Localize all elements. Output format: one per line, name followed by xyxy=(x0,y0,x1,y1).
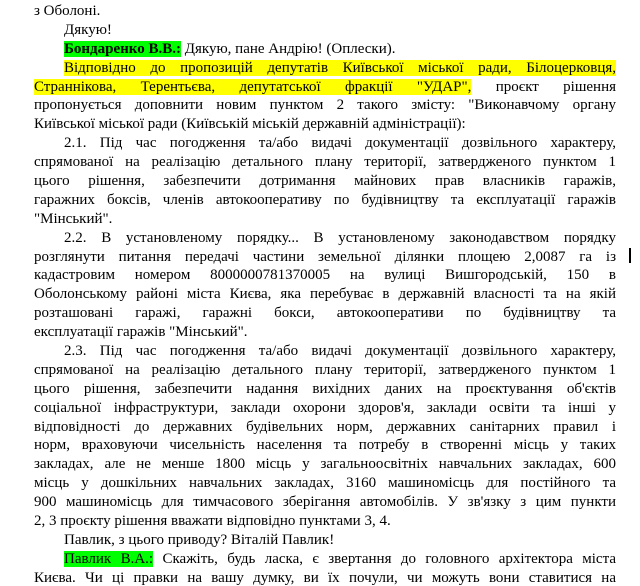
text-line: гаражних боксів, членів автокооперативу по будівництву та експлуатації гаражів xyxy=(34,191,616,208)
text-line: соціальної інфраструктури, заклади охорони здоров'я, заклади освіти та інші у xyxy=(34,399,616,416)
speech-line-pavlyk xyxy=(34,550,616,569)
text-line: цього рішення, забезпечити дотримання майнових прав власників гаражів, xyxy=(34,173,616,190)
text-line: 2.1. Під час погодження та/або видачі документації дозвільного характеру, xyxy=(64,135,616,152)
text-line: розташовані гаражі, гаражні бокси, автокооперативи по будівництву та xyxy=(34,305,616,322)
text-line: Оболонському районі міста Києва, яка перебуває в державній власності та на якій xyxy=(34,286,616,303)
text-line: Київської міської ради (Київській міській державній адміністрації): xyxy=(34,116,466,133)
text-line: 2.2. В установленому порядку... В установленому законодавством порядку xyxy=(64,229,616,246)
text-line: розглянути питання передачі частини земельної ділянки площею 2,0087 га із xyxy=(34,248,616,265)
text-line: 2.3. Під час погодження та/або видачі документації дозвільного характеру, xyxy=(64,343,616,360)
speech-text: проєкт рішення xyxy=(471,78,616,95)
text-line: Києва. Чи ці правки на вашу думку, ви їх почули, чи можуть вони ставитися на xyxy=(34,569,616,586)
text-line: "Мінський". xyxy=(34,210,113,227)
text-line xyxy=(34,78,616,97)
speech-text: Скажіть, будь ласка, є звертання до головного архітектора міста xyxy=(153,550,616,567)
speech-text: Дякую, пане Андрію! (Оплески). xyxy=(181,40,396,57)
text-line: з Оболоні. xyxy=(34,3,101,19)
text-line: пропонується доповнити новим пунктом 2 такого змісту: "Виконавчому органу xyxy=(34,97,616,114)
text-line: спрямованої на реалізацію детального плану території, затвердженого пунктом 1 xyxy=(34,154,616,171)
text-line: відповідності до державних будівельних норм, державних санітарних правил і xyxy=(34,418,616,435)
text-line: закладах, але не менше 1800 місць у загальноосвітніх навчальних закладах, 600 xyxy=(34,456,616,473)
text-line: кадастровим номером 8000000781370005 на вулиці Вишгородській, 150 в xyxy=(34,267,616,284)
text-line: місць у дошкільних навчальних закладах, 3160 машиномісць для постійного та xyxy=(34,475,616,492)
text-line: Дякую! xyxy=(64,21,112,38)
speech-line-bondarenko xyxy=(34,40,616,59)
text-line: 2, 3 проєкту рішення вважати відповідно пунктами 3, 4. xyxy=(34,513,391,530)
revision-mark xyxy=(629,248,631,263)
text-line: спрямованої на реалізацію детального плану території, затвердженого пунктом 1 xyxy=(34,361,616,378)
amendment-highlight-2: Страннікова, Терентьєва, депутатської фракції "УДАР", xyxy=(34,78,472,95)
text-line: Павлик, з цього приводу? Віталій Павлик! xyxy=(64,531,335,548)
text-line: цього рішення, забезпечити надання вихідних даних на проєктування об'єктів xyxy=(34,380,616,397)
text-line: експлуатації гаражів "Мінський". xyxy=(34,324,248,341)
text-line xyxy=(34,59,616,78)
speaker-highlight-bondarenko: Бондаренко В.В.: xyxy=(64,40,181,57)
text-line: 900 машиномісць для тимчасового зберігання автомобілів. У зв'язку з цим пункти xyxy=(34,494,616,511)
amendment-highlight-1: Відповідно до пропозицій депутатів Київської міської ради, Білоцерковця, xyxy=(64,59,616,76)
text-line: норм, враховуючи чисельність населення та потребу в створенні місць у таких xyxy=(34,437,616,454)
speaker-highlight-pavlyk: Павлик В.А.: xyxy=(64,550,154,567)
